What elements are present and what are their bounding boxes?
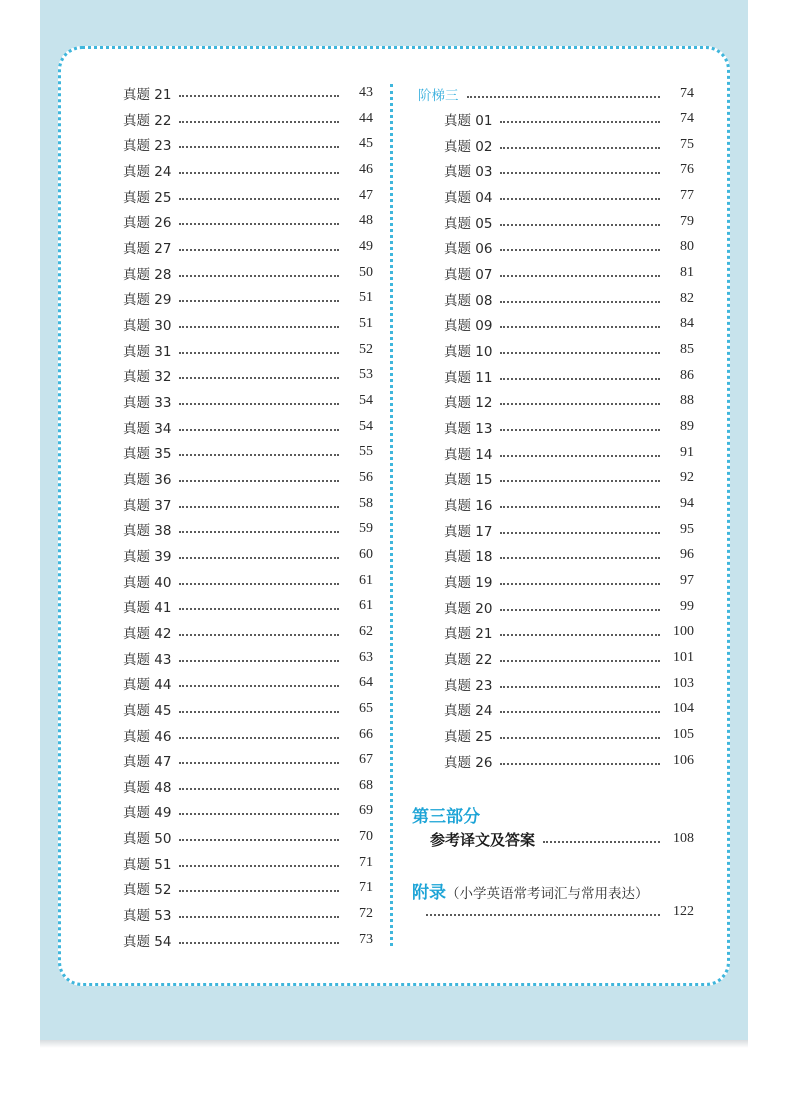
- toc-entry-page-number: 89: [680, 418, 694, 434]
- toc-entry-page-number: 95: [680, 521, 694, 537]
- toc-entry[interactable]: [123, 621, 373, 643]
- toc-entry-label: 真题 04: [444, 189, 493, 206]
- leader-dots: [179, 121, 339, 123]
- toc-entry[interactable]: [123, 262, 373, 284]
- toc-entry[interactable]: [444, 185, 694, 207]
- leader-dots: [500, 634, 660, 636]
- toc-entry-page-number: 106: [673, 752, 694, 768]
- toc-entry-label: 真题 43: [123, 651, 172, 668]
- stage-label: 阶梯三: [418, 88, 459, 104]
- toc-entry-page-number: 68: [359, 777, 373, 793]
- leader-dots: [426, 914, 660, 916]
- toc-entry-label: 真题 38: [123, 523, 172, 540]
- part-three-entry[interactable]: [430, 827, 694, 851]
- toc-entry-page-number: 71: [359, 854, 373, 870]
- toc-entry[interactable]: [444, 750, 694, 772]
- toc-entry-label: 真题 35: [123, 446, 172, 463]
- leader-dots: [179, 557, 339, 559]
- toc-entry-label: 真题 34: [123, 420, 172, 437]
- toc-entry[interactable]: [123, 929, 373, 951]
- toc-entry-page-number: 60: [359, 546, 373, 562]
- toc-stage-row[interactable]: [418, 83, 694, 105]
- leader-dots: [500, 249, 660, 251]
- toc-entry[interactable]: [123, 544, 373, 566]
- leader-dots: [500, 224, 660, 226]
- toc-entry-page-number: 59: [359, 521, 373, 537]
- toc-entry-page-number: 62: [359, 623, 373, 639]
- leader-dots: [179, 95, 339, 97]
- leader-dots: [179, 942, 339, 944]
- toc-entry-label: 真题 53: [123, 908, 172, 925]
- leader-dots: [179, 608, 339, 610]
- toc-entry-label: 真题 14: [444, 446, 493, 463]
- toc-entry-label: 真题 13: [444, 420, 493, 437]
- toc-entry-label: 真题 36: [123, 471, 172, 488]
- toc-entry[interactable]: [123, 364, 373, 386]
- toc-entry-page-number: 54: [359, 392, 373, 408]
- leader-dots: [500, 557, 660, 559]
- toc-entry-label: 真题 52: [123, 882, 172, 899]
- leader-dots: [500, 198, 660, 200]
- toc-entry-label: 真题 50: [123, 831, 172, 848]
- leader-dots: [500, 583, 660, 585]
- toc-entry-label: 真题 02: [444, 138, 493, 155]
- toc-entry[interactable]: [123, 313, 373, 335]
- toc-entry-label: 真题 41: [123, 600, 172, 617]
- leader-dots: [500, 403, 660, 405]
- leader-dots: [179, 480, 339, 482]
- toc-entry-page-number: 99: [680, 598, 694, 614]
- toc-entry[interactable]: [123, 672, 373, 694]
- leader-dots: [500, 506, 660, 508]
- leader-dots: [500, 378, 660, 380]
- toc-entry-page-number: 55: [359, 444, 373, 460]
- toc-entry-label: 真题 26: [444, 754, 493, 771]
- toc-entry-page-number: 67: [359, 752, 373, 768]
- toc-entry-page-number: 51: [359, 315, 373, 331]
- toc-entry-label: 真题 30: [123, 317, 172, 334]
- toc-entry[interactable]: [444, 519, 694, 541]
- toc-entry-label: 真题 24: [444, 703, 493, 720]
- toc-entry[interactable]: [123, 800, 373, 822]
- toc-entry-label: 真题 09: [444, 318, 493, 335]
- toc-entry[interactable]: [123, 159, 373, 181]
- toc-entry[interactable]: [444, 544, 694, 566]
- toc-entry-page-number: 71: [359, 880, 373, 896]
- toc-entry-label: 真题 37: [123, 497, 172, 514]
- toc-entry-page-number: 51: [359, 290, 373, 306]
- toc-entry[interactable]: [123, 236, 373, 258]
- toc-entry-label: 真题 22: [123, 112, 172, 129]
- toc-entry[interactable]: [123, 287, 373, 309]
- leader-dots: [179, 223, 339, 225]
- toc-entry-label: 真题 44: [123, 677, 172, 694]
- leader-dots: [500, 532, 660, 534]
- toc-entry-page-number: 44: [359, 110, 373, 126]
- toc-entry[interactable]: [444, 416, 694, 438]
- leader-dots: [179, 788, 339, 790]
- toc-entry[interactable]: [444, 365, 694, 387]
- leader-dots: [500, 763, 660, 765]
- toc-entry-label: 真题 47: [123, 754, 172, 771]
- toc-entry-page-number: 75: [680, 136, 694, 152]
- toc-entry-page-number: 70: [359, 829, 373, 845]
- toc-entry-label: 真题 23: [123, 138, 172, 155]
- toc-entry-page-number: 91: [680, 444, 694, 460]
- toc-entry-label: 真题 24: [123, 163, 172, 180]
- toc-entry[interactable]: [444, 493, 694, 515]
- leader-dots: [500, 480, 660, 482]
- toc-entry[interactable]: [123, 826, 373, 848]
- toc-entry-page-number: 80: [680, 239, 694, 255]
- toc-entry-page-number: 46: [359, 161, 373, 177]
- appendix-heading: [412, 878, 649, 903]
- toc-entry-page-number: 85: [680, 341, 694, 357]
- toc-entry[interactable]: [123, 441, 373, 463]
- appendix-page-number: 122: [673, 904, 694, 919]
- leader-dots: [179, 352, 339, 354]
- leader-dots: [500, 737, 660, 739]
- leader-dots: [179, 762, 339, 764]
- leader-dots: [500, 172, 660, 174]
- toc-entry-label: 真题 05: [444, 215, 493, 232]
- toc-entry-label: 真题 07: [444, 266, 493, 283]
- toc-entry-label: 真题 28: [123, 266, 172, 283]
- part-three-title: 第三部分: [412, 807, 480, 827]
- part-three-page-number: 108: [673, 831, 694, 846]
- leader-dots: [500, 711, 660, 713]
- toc-entry-label: 真题 49: [123, 805, 172, 822]
- toc-entry-page-number: 101: [673, 649, 694, 665]
- toc-entry[interactable]: [123, 339, 373, 361]
- toc-entry[interactable]: [123, 467, 373, 489]
- toc-entry[interactable]: [444, 647, 694, 669]
- toc-entry-page-number: 100: [673, 624, 694, 640]
- toc-entry-label: 真题 46: [123, 728, 172, 745]
- toc-entry-label: 真题 45: [123, 702, 172, 719]
- toc-entry[interactable]: [123, 493, 373, 515]
- toc-entry-label: 真题 01: [444, 113, 493, 129]
- page-shadow: [40, 1040, 748, 1048]
- leader-dots: [179, 326, 339, 328]
- toc-entry[interactable]: [444, 621, 694, 643]
- toc-entry-page-number: 48: [359, 213, 373, 229]
- leader-dots: [179, 198, 339, 200]
- leader-dots: [500, 121, 660, 123]
- leader-dots: [179, 583, 339, 585]
- leader-dots: [500, 275, 660, 277]
- toc-entry[interactable]: [444, 724, 694, 746]
- toc-entry[interactable]: [444, 108, 694, 130]
- leader-dots: [179, 916, 339, 918]
- toc-entry[interactable]: [123, 82, 373, 104]
- toc-entry-page-number: 49: [359, 238, 373, 254]
- leader-dots: [500, 352, 660, 354]
- toc-entry[interactable]: [444, 262, 694, 284]
- toc-entry[interactable]: [444, 570, 694, 592]
- leader-dots: [179, 839, 339, 841]
- toc-entry-label: 真题 39: [123, 548, 172, 565]
- leader-dots: [500, 301, 660, 303]
- toc-entry-label: 真题 16: [444, 497, 493, 514]
- toc-entry-label: 真题 40: [123, 574, 172, 591]
- toc-entry[interactable]: [123, 852, 373, 874]
- toc-entry[interactable]: [123, 775, 373, 797]
- stage-page-number: 74: [680, 86, 694, 101]
- toc-entry-page-number: 105: [673, 726, 694, 742]
- toc-entry-label: 真题 21: [444, 626, 493, 643]
- toc-entry[interactable]: [123, 108, 373, 130]
- toc-entry-page-number: 63: [359, 649, 373, 665]
- toc-entry[interactable]: [444, 467, 694, 489]
- toc-entry-page-number: 64: [359, 675, 373, 691]
- toc-entry-label: 真题 22: [444, 651, 493, 668]
- toc-entry[interactable]: [123, 210, 373, 232]
- toc-entry[interactable]: [123, 877, 373, 899]
- leader-dots: [179, 685, 339, 687]
- toc-entry-page-number: 50: [359, 264, 373, 280]
- toc-entry[interactable]: [123, 416, 373, 438]
- toc-entry-label: 真题 21: [123, 87, 172, 103]
- toc-entry[interactable]: [123, 570, 373, 592]
- toc-entry-label: 真题 54: [123, 933, 172, 950]
- toc-entry-label: 真题 23: [444, 677, 493, 694]
- toc-entry-label: 真题 27: [123, 240, 172, 257]
- toc-entry[interactable]: [444, 390, 694, 412]
- toc-entry[interactable]: [123, 390, 373, 412]
- toc-entry-label: 真题 31: [123, 343, 172, 360]
- toc-entry-page-number: 92: [680, 470, 694, 486]
- toc-entry[interactable]: [444, 313, 694, 335]
- leader-dots: [179, 737, 339, 739]
- toc-entry[interactable]: [123, 698, 373, 720]
- toc-entry-page-number: 72: [359, 906, 373, 922]
- toc-entry-page-number: 76: [680, 162, 694, 178]
- toc-entry-label: 真题 25: [444, 728, 493, 745]
- toc-entry-page-number: 104: [673, 701, 694, 717]
- toc-entry-label: 真题 17: [444, 523, 493, 540]
- leader-dots: [179, 813, 339, 815]
- toc-entry[interactable]: [123, 749, 373, 771]
- leader-dots: [179, 275, 339, 277]
- toc-entry-label: 真题 25: [123, 189, 172, 206]
- toc-entry[interactable]: [444, 339, 694, 361]
- leader-dots: [179, 711, 339, 713]
- toc-entry[interactable]: [444, 236, 694, 258]
- toc-entry-page-number: 45: [359, 136, 373, 152]
- toc-entry[interactable]: [123, 903, 373, 925]
- toc-entry-page-number: 66: [359, 726, 373, 742]
- leader-dots: [500, 609, 660, 611]
- toc-entry-label: 真题 20: [444, 600, 493, 617]
- toc-entry-page-number: 69: [359, 803, 373, 819]
- leader-dots: [543, 841, 660, 843]
- toc-entry[interactable]: [444, 288, 694, 310]
- leader-dots: [179, 634, 339, 636]
- leader-dots: [500, 686, 660, 688]
- appendix-note: （小学英语常考词汇与常用表达）: [446, 886, 649, 902]
- toc-entry-label: 真题 08: [444, 292, 493, 309]
- leader-dots: [500, 455, 660, 457]
- toc-entry[interactable]: [444, 673, 694, 695]
- toc-entry[interactable]: [123, 185, 373, 207]
- leader-dots: [179, 890, 339, 892]
- leader-dots: [500, 147, 660, 149]
- toc-entry-label: 真题 33: [123, 394, 172, 411]
- leader-dots: [500, 660, 660, 662]
- toc-entry-page-number: 103: [673, 675, 694, 691]
- toc-entry[interactable]: [444, 134, 694, 156]
- toc-entry-label: 真题 19: [444, 574, 493, 591]
- toc-entry-label: 真题 03: [444, 164, 493, 181]
- toc-entry-label: 真题 32: [123, 369, 172, 386]
- leader-dots: [179, 660, 339, 662]
- toc-entry[interactable]: [123, 518, 373, 540]
- toc-entry-label: 真题 42: [123, 625, 172, 642]
- appendix-entry[interactable]: [426, 901, 694, 923]
- toc-entry-label: 真题 12: [444, 395, 493, 412]
- appendix-title: 附录: [412, 883, 446, 903]
- leader-dots: [179, 377, 339, 379]
- toc-entry-page-number: 86: [680, 367, 694, 383]
- toc-entry-label: 真题 10: [444, 343, 493, 360]
- toc-entry-page-number: 47: [359, 187, 373, 203]
- toc-entry-page-number: 73: [359, 931, 373, 947]
- leader-dots: [179, 300, 339, 302]
- toc-entry-page-number: 88: [680, 393, 694, 409]
- toc-entry-page-number: 84: [680, 316, 694, 332]
- leader-dots: [179, 429, 339, 431]
- toc-entry-page-number: 65: [359, 700, 373, 716]
- leader-dots: [179, 146, 339, 148]
- part-three-entry-label: 参考译文及答案: [430, 830, 536, 849]
- toc-entry[interactable]: [123, 647, 373, 669]
- toc-entry[interactable]: [444, 211, 694, 233]
- toc-entry-page-number: 58: [359, 495, 373, 511]
- leader-dots: [500, 326, 660, 328]
- toc-entry-page-number: 74: [680, 111, 694, 126]
- leader-dots: [179, 249, 339, 251]
- toc-entry-label: 真题 11: [444, 369, 493, 386]
- toc-entry-page-number: 43: [359, 85, 373, 100]
- toc-entry-label: 真题 26: [123, 215, 172, 232]
- leader-dots: [179, 454, 339, 456]
- leader-dots: [179, 865, 339, 867]
- toc-entry-page-number: 61: [359, 572, 373, 588]
- toc-entry-page-number: 56: [359, 469, 373, 485]
- leader-dots: [179, 403, 339, 405]
- toc-entry-page-number: 61: [359, 598, 373, 614]
- toc-entry-label: 真题 48: [123, 779, 172, 796]
- toc-entry-page-number: 77: [680, 187, 694, 203]
- toc-entry-label: 真题 51: [123, 856, 172, 873]
- toc-entry-page-number: 53: [359, 367, 373, 383]
- leader-dots: [179, 531, 339, 533]
- toc-entry[interactable]: [444, 698, 694, 720]
- toc-entry-page-number: 94: [680, 495, 694, 511]
- toc-entry-label: 真题 18: [444, 549, 493, 566]
- column-divider: [390, 84, 393, 946]
- toc-entry[interactable]: [123, 724, 373, 746]
- toc-entry-label: 真题 15: [444, 472, 493, 489]
- leader-dots: [179, 506, 339, 508]
- toc-entry[interactable]: [444, 596, 694, 618]
- toc-entry-label: 真题 06: [444, 241, 493, 258]
- toc-entry-page-number: 82: [680, 290, 694, 306]
- toc-entry[interactable]: [123, 133, 373, 155]
- leader-dots: [500, 429, 660, 431]
- toc-entry-page-number: 52: [359, 341, 373, 357]
- toc-entry-page-number: 54: [359, 418, 373, 434]
- toc-entry-page-number: 81: [680, 264, 694, 280]
- toc-entry[interactable]: [444, 442, 694, 464]
- leader-dots: [467, 96, 661, 98]
- toc-entry-page-number: 96: [680, 547, 694, 563]
- toc-entry-label: 真题 29: [123, 292, 172, 309]
- leader-dots: [179, 172, 339, 174]
- toc-entry[interactable]: [123, 595, 373, 617]
- toc-entry-page-number: 97: [680, 572, 694, 588]
- toc-entry-page-number: 79: [680, 213, 694, 229]
- toc-entry[interactable]: [444, 159, 694, 181]
